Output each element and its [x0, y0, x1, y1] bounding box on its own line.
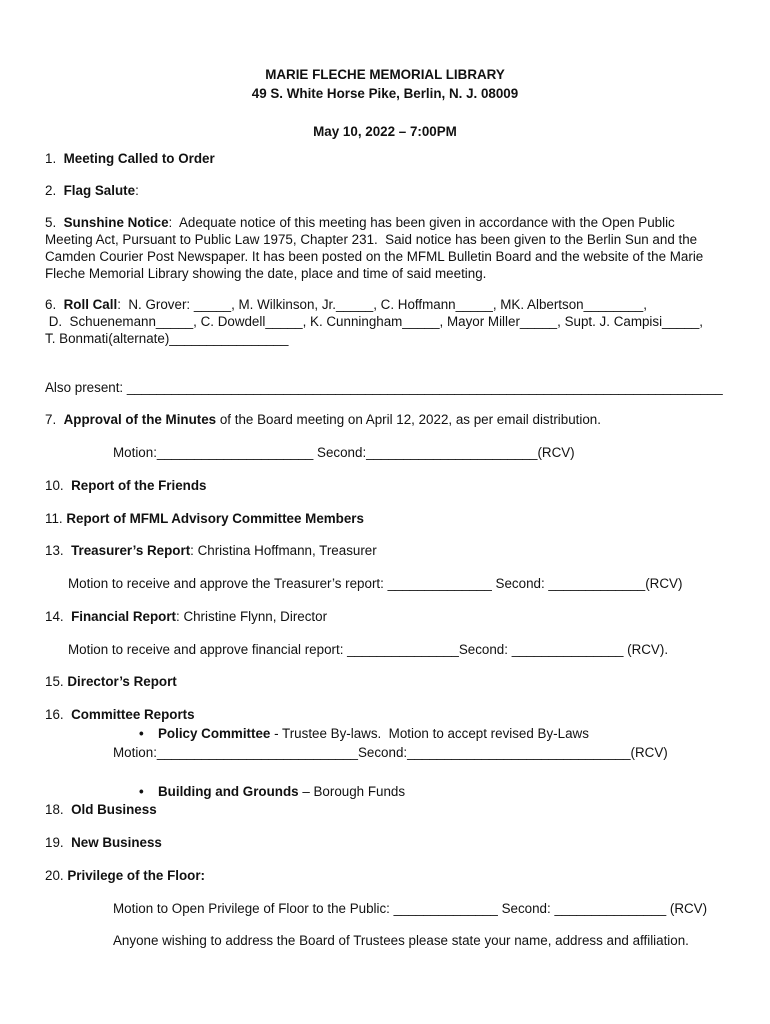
minutes-motion-line: Motion:_____________________ Second:_______________________(RCV): [113, 445, 575, 460]
agenda-item-18: 18. Old Business: [45, 802, 157, 817]
agenda-item-13: 13. Treasurer’s Report: Christina Hoffmann, Treasurer: [45, 543, 377, 558]
also-present-line: Also present: ________________________________________________________________________________: [45, 380, 723, 395]
agenda-item-11: 11. Report of MFML Advisory Committee Members: [45, 511, 364, 526]
privilege-note: Anyone wishing to address the Board of Trustees please state your name, address and affiliation.: [113, 933, 689, 948]
agenda-item-19: 19. New Business: [45, 835, 162, 850]
agenda-item-6-line: T. Bonmati(alternate)________________: [45, 331, 289, 346]
meeting-date: May 10, 2022 – 7:00PM: [313, 124, 457, 139]
agenda-item-10: 10. Report of the Friends: [45, 478, 207, 493]
library-address: 49 S. White Horse Pike, Berlin, N. J. 08009: [251, 86, 519, 101]
agenda-item-15: 15. Director’s Report: [45, 674, 177, 689]
agenda-item-2: 2. Flag Salute:: [45, 183, 139, 198]
policy-committee-item: Policy Committee - Trustee By-laws. Motion to accept revised By-Laws: [158, 726, 589, 741]
agenda-item-5-line: 5. Sunshine Notice: Adequate notice of this meeting has been given in accordance with the Open Public: [45, 215, 675, 230]
agenda-item-5-line: Camden Courier Post Newspaper. It has been posted on the MFML Bulletin Board and the website of the Marie: [45, 249, 704, 264]
agenda-item-16: 16. Committee Reports: [45, 707, 195, 722]
agenda-item-6-line: D. Schuenemann_____, C. Dowdell_____, K. Cunningham_____, Mayor Miller_____, Supt. J. Campisi_____,: [45, 314, 704, 329]
policy-motion-line: Motion:___________________________Second:______________________________(RCV): [113, 745, 668, 760]
treasurer-motion-line: Motion to receive and approve the Treasurer’s report: ______________ Second: _____________(RCV): [68, 576, 683, 591]
agenda-item-1: 1. Meeting Called to Order: [45, 151, 215, 166]
building-grounds-item: Building and Grounds – Borough Funds: [158, 784, 406, 799]
agenda-item-5-line: Fleche Memorial Library showing the date, place and time of said meeting.: [45, 266, 487, 281]
bullet-icon: •: [139, 784, 144, 799]
agenda-item-20: 20. Privilege of the Floor:: [45, 868, 205, 883]
financial-motion-line: Motion to receive and approve financial report: _______________Second: _______________ (RCV).: [68, 642, 669, 657]
bullet-icon: •: [139, 726, 144, 741]
agenda-item-14: 14. Financial Report: Christine Flynn, Director: [45, 609, 328, 624]
agenda-item-6-line: 6. Roll Call: N. Grover: _____, M. Wilkinson, Jr._____, C. Hoffmann_____, MK. Albertson________,: [45, 297, 647, 312]
privilege-motion-line: Motion to Open Privilege of Floor to the Public: ______________ Second: _______________ (RCV): [113, 901, 708, 916]
agenda-item-5-line: Meeting Act, Pursuant to Public Law 1975, Chapter 231. Said notice has been given to the Berlin Sun and the: [45, 232, 698, 247]
library-name: MARIE FLECHE MEMORIAL LIBRARY: [265, 67, 505, 82]
agenda-item-7: 7. Approval of the Minutes of the Board meeting on April 12, 2022, as per email distribution.: [45, 412, 601, 427]
